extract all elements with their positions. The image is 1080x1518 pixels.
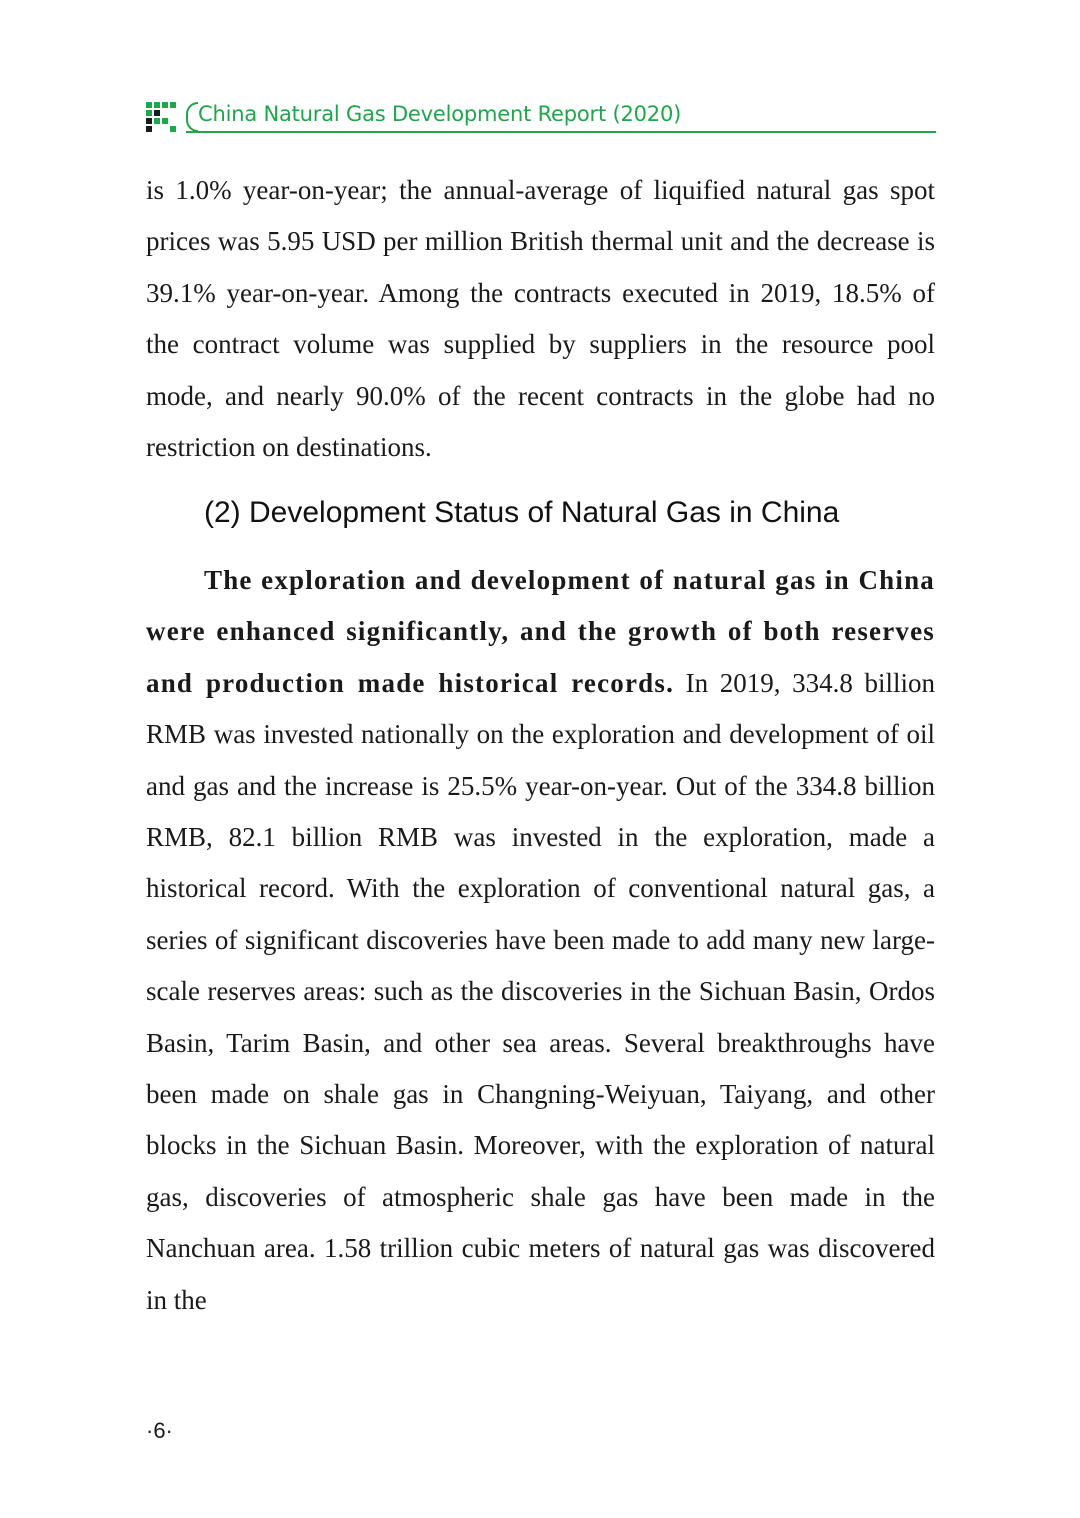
header-bracket [186,102,198,132]
body-paragraph-2 [146,555,935,1326]
body-paragraph-1: is 1.0% year-on-year; the annual-average of liquified natural gas spot prices was 5.95 USD per million British thermal unit and the decrease is 39.1% year-on-year. Among the contracts executed in 2019, 18.5% of the contract volume was supplied by suppliers in the resource pool mode, and nearly 90.0% of the recent contracts in the globe had no restriction on destinations. [146,175,935,463]
section-heading: (2) Development Status of Natural Gas in China [204,496,840,529]
bold-lead-sentence: The exploration and development of natural gas in China were enhanced significantly, and the growth of both reserves and production made historical records. [146,565,935,698]
paragraph-2-text: In 2019, 334.8 billion RMB was invested nationally on the exploration and development of oil and gas and the increase is 25.5% year-on-year. Out of the 334.8 billion RMB, 82.1 billion RMB was invested in the exploration, made a historical record. With the exploration of conventional natural gas, a series of significant discoveries have been made to add many new large-scale reserves areas: such as the discoveries in the Sichuan Basin, Ordos Basin, Tarim Basin, and other sea areas. Several breakthroughs have been made on shale gas in Changning-Weiyuan, Taiyang, and other blocks in the Sichuan Basin. Moreover, with the exploration of natural gas, discoveries of atmospheric shale gas have been made in the Nanchuan area. 1.58 trillion cubic meters of natural gas was discovered in the [146,667,935,1315]
page-header [146,100,936,134]
page-number: ·6· [146,1418,173,1443]
header-rule [186,131,936,133]
report-logo-icon [146,102,176,132]
running-header-title: China Natural Gas Development Report (2020) [198,102,682,126]
